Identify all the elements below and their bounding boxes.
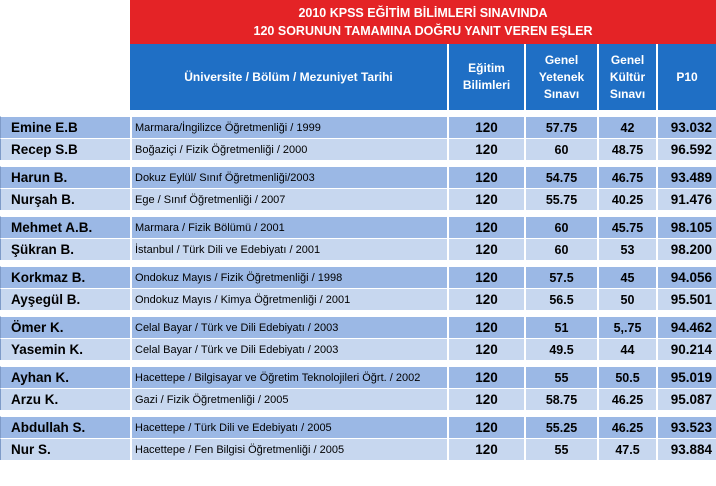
table-row (0, 416, 716, 438)
header-gk-line-2: Kültür (609, 69, 646, 84)
table-row (0, 188, 716, 210)
genel-kultur-score: 48.75 (597, 138, 656, 160)
table-row (0, 438, 716, 460)
p10-score: 95.501 (656, 288, 716, 310)
p10-score: 95.087 (656, 388, 716, 410)
table-row (0, 316, 716, 338)
p10-score: 93.032 (656, 116, 716, 138)
table-body (0, 110, 716, 460)
egitim-score: 120 (447, 438, 524, 460)
university-cell: Marmara/İngilizce Öğretmenliği / 1999 (130, 116, 447, 138)
genel-yetenek-score: 54.75 (524, 166, 597, 188)
header-egitim-line-2: Bilimleri (462, 78, 511, 92)
genel-kultur-score: 50 (597, 288, 656, 310)
university-cell: İstanbul / Türk Dili ve Edebiyatı / 2001 (130, 238, 447, 260)
header-gy-line-2: Yetenek (538, 69, 585, 84)
genel-yetenek-score: 49.5 (524, 338, 597, 360)
genel-kultur-score: 46.25 (597, 388, 656, 410)
genel-kultur-score: 53 (597, 238, 656, 260)
person-name: Abdullah S. (0, 416, 130, 438)
couple-group (0, 160, 716, 210)
table-header (130, 44, 716, 110)
university-cell: Hacettepe / Türk Dili ve Edebiyatı / 2005 (130, 416, 447, 438)
university-cell: Hacettepe / Bilgisayar ve Öğretim Teknolojileri Öğrt. / 2002 (130, 366, 447, 388)
genel-kultur-score: 45 (597, 266, 656, 288)
person-name: Emine E.B (0, 116, 130, 138)
egitim-score: 120 (447, 216, 524, 238)
genel-yetenek-score: 60 (524, 216, 597, 238)
person-name: Korkmaz B. (0, 266, 130, 288)
genel-yetenek-score: 51 (524, 316, 597, 338)
header-gk-line-1: Genel (610, 52, 645, 67)
table-row (0, 338, 716, 360)
egitim-score: 120 (447, 138, 524, 160)
p10-score: 94.056 (656, 266, 716, 288)
genel-yetenek-score: 55.25 (524, 416, 597, 438)
table-row (0, 388, 716, 410)
genel-yetenek-score: 57.75 (524, 116, 597, 138)
table-row (0, 238, 716, 260)
person-name: Recep S.B (0, 138, 130, 160)
couple-group (0, 410, 716, 460)
genel-yetenek-score: 57.5 (524, 266, 597, 288)
genel-yetenek-score: 60 (524, 138, 597, 160)
university-cell: Ondokuz Mayıs / Fizik Öğretmenliği / 1998 (130, 266, 447, 288)
genel-kultur-score: 50.5 (597, 366, 656, 388)
header-p10: P10 (656, 44, 716, 110)
university-cell: Celal Bayar / Türk ve Dili Edebiyatı / 2003 (130, 316, 447, 338)
genel-kultur-score: 47.5 (597, 438, 656, 460)
table-row (0, 288, 716, 310)
person-name: Yasemin K. (0, 338, 130, 360)
couple-group (0, 310, 716, 360)
couple-group (0, 360, 716, 410)
genel-kultur-score: 5,.75 (597, 316, 656, 338)
egitim-score: 120 (447, 366, 524, 388)
egitim-score: 120 (447, 316, 524, 338)
p10-score: 96.592 (656, 138, 716, 160)
header-genel-yetenek (524, 44, 597, 110)
table-title (130, 0, 716, 44)
genel-yetenek-score: 55 (524, 438, 597, 460)
university-cell: Dokuz Eylül/ Sınıf Öğretmenliği/2003 (130, 166, 447, 188)
egitim-score: 120 (447, 166, 524, 188)
person-name: Nurşah B. (0, 188, 130, 210)
p10-score: 94.462 (656, 316, 716, 338)
person-name: Şükran B. (0, 238, 130, 260)
header-genel-kultur (597, 44, 656, 110)
genel-kultur-score: 42 (597, 116, 656, 138)
university-cell: Hacettepe / Fen Bilgisi Öğretmenliği / 2005 (130, 438, 447, 460)
person-name: Ayhan K. (0, 366, 130, 388)
table-row (0, 116, 716, 138)
person-name: Harun B. (0, 166, 130, 188)
header-university: Üniversite / Bölüm / Mezuniyet Tarihi (130, 44, 447, 110)
genel-yetenek-score: 56.5 (524, 288, 597, 310)
header-gk-line-3: Sınavı (609, 86, 646, 101)
table-row (0, 366, 716, 388)
person-name: Ömer K. (0, 316, 130, 338)
person-name: Mehmet A.B. (0, 216, 130, 238)
university-cell: Gazi / Fizik Öğretmenliği / 2005 (130, 388, 447, 410)
couple-group (0, 210, 716, 260)
genel-kultur-score: 44 (597, 338, 656, 360)
egitim-score: 120 (447, 238, 524, 260)
p10-score: 93.884 (656, 438, 716, 460)
university-cell: Marmara / Fizik Bölümü / 2001 (130, 216, 447, 238)
genel-kultur-score: 46.75 (597, 166, 656, 188)
table-row (0, 216, 716, 238)
couple-group (0, 260, 716, 310)
egitim-score: 120 (447, 388, 524, 410)
p10-score: 93.523 (656, 416, 716, 438)
p10-score: 98.200 (656, 238, 716, 260)
egitim-score: 120 (447, 338, 524, 360)
title-line-1: 2010 KPSS EĞİTİM BİLİMLERİ SINAVINDA (298, 6, 548, 20)
p10-score: 90.214 (656, 338, 716, 360)
genel-kultur-score: 45.75 (597, 216, 656, 238)
header-egitim-bilimleri (447, 44, 524, 110)
genel-yetenek-score: 55.75 (524, 188, 597, 210)
egitim-score: 120 (447, 266, 524, 288)
genel-kultur-score: 40.25 (597, 188, 656, 210)
p10-score: 98.105 (656, 216, 716, 238)
genel-kultur-score: 46.25 (597, 416, 656, 438)
table-row (0, 138, 716, 160)
egitim-score: 120 (447, 188, 524, 210)
genel-yetenek-score: 55 (524, 366, 597, 388)
university-cell: Celal Bayar / Türk ve Dili Edebiyatı / 2003 (130, 338, 447, 360)
egitim-score: 120 (447, 288, 524, 310)
header-gy-line-3: Sınavı (543, 86, 580, 101)
university-cell: Boğaziçi / Fizik Öğretmenliği / 2000 (130, 138, 447, 160)
university-cell: Ege / Sınıf Öğretmenliği / 2007 (130, 188, 447, 210)
person-name: Arzu K. (0, 388, 130, 410)
genel-yetenek-score: 60 (524, 238, 597, 260)
title-line-2: 120 SORUNUN TAMAMINA DOĞRU YANIT VEREN EŞLER (253, 24, 593, 38)
university-cell: Ondokuz Mayıs / Kimya Öğretmenliği / 2001 (130, 288, 447, 310)
table-row (0, 266, 716, 288)
p10-score: 93.489 (656, 166, 716, 188)
table-row (0, 166, 716, 188)
egitim-score: 120 (447, 416, 524, 438)
genel-yetenek-score: 58.75 (524, 388, 597, 410)
egitim-score: 120 (447, 116, 524, 138)
header-egitim-line-1: Eğitim (468, 61, 505, 75)
person-name: Ayşegül B. (0, 288, 130, 310)
p10-score: 95.019 (656, 366, 716, 388)
header-gy-line-1: Genel (544, 52, 579, 67)
p10-score: 91.476 (656, 188, 716, 210)
person-name: Nur S. (0, 438, 130, 460)
couple-group (0, 110, 716, 160)
